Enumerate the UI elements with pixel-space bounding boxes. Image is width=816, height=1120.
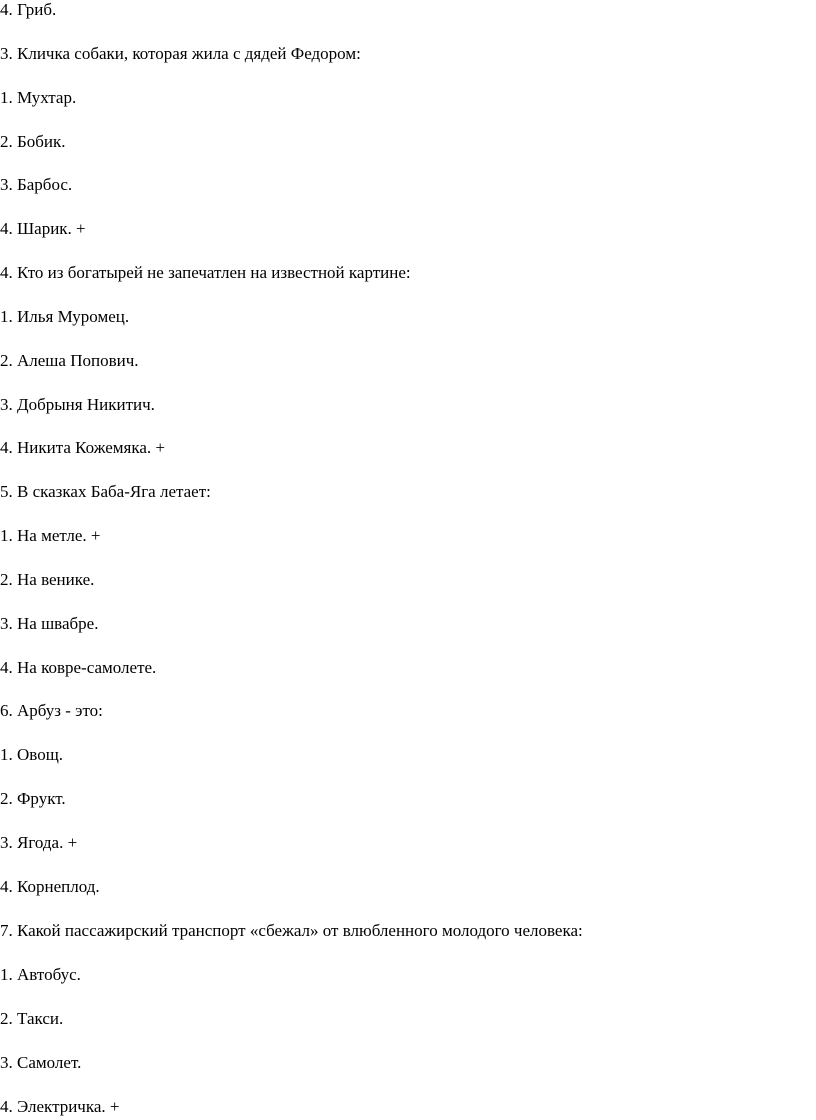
answer-option: 4. Гриб. bbox=[0, 0, 57, 19]
answer-option: 4. Никита Кожемяка. + bbox=[0, 438, 166, 457]
answer-option: 4. На ковре-самолете. bbox=[0, 658, 157, 677]
answer-option: 2. Фрукт. bbox=[0, 789, 66, 808]
answer-option: 4. Корнеплод. bbox=[0, 877, 100, 896]
answer-option: 1. Мухтар. bbox=[0, 88, 77, 107]
answer-option: 3. Барбос. bbox=[0, 175, 73, 194]
answer-option: 4. Электричка. + bbox=[0, 1097, 120, 1116]
answer-option: 4. Шарик. + bbox=[0, 219, 86, 238]
question-text: 4. Кто из богатырей не запечатлен на известной картине: bbox=[0, 263, 411, 282]
answer-option: 1. Илья Муромец. bbox=[0, 307, 130, 326]
question-text: 7. Какой пассажирский транспорт «сбежал» от влюбленного молодого человека: bbox=[0, 921, 583, 940]
answer-option: 2. На венике. bbox=[0, 570, 95, 589]
question-text: 6. Арбуз - это: bbox=[0, 701, 103, 720]
answer-option: 3. Добрыня Никитич. bbox=[0, 395, 155, 414]
answer-option: 1. Овощ. bbox=[0, 745, 64, 764]
answer-option: 2. Алеша Попович. bbox=[0, 351, 139, 370]
answer-option: 3. Ягода. + bbox=[0, 833, 78, 852]
answer-option: 2. Такси. bbox=[0, 1009, 64, 1028]
answer-option: 3. На швабре. bbox=[0, 614, 99, 633]
answer-option: 3. Самолет. bbox=[0, 1053, 82, 1072]
answer-option: 1. Автобус. bbox=[0, 965, 81, 984]
question-text: 5. В сказках Баба-Яга летает: bbox=[0, 482, 211, 501]
answer-option: 2. Бобик. bbox=[0, 132, 66, 151]
answer-option: 1. На метле. + bbox=[0, 526, 101, 545]
question-text: 3. Кличка собаки, которая жила с дядей Федором: bbox=[0, 44, 361, 63]
